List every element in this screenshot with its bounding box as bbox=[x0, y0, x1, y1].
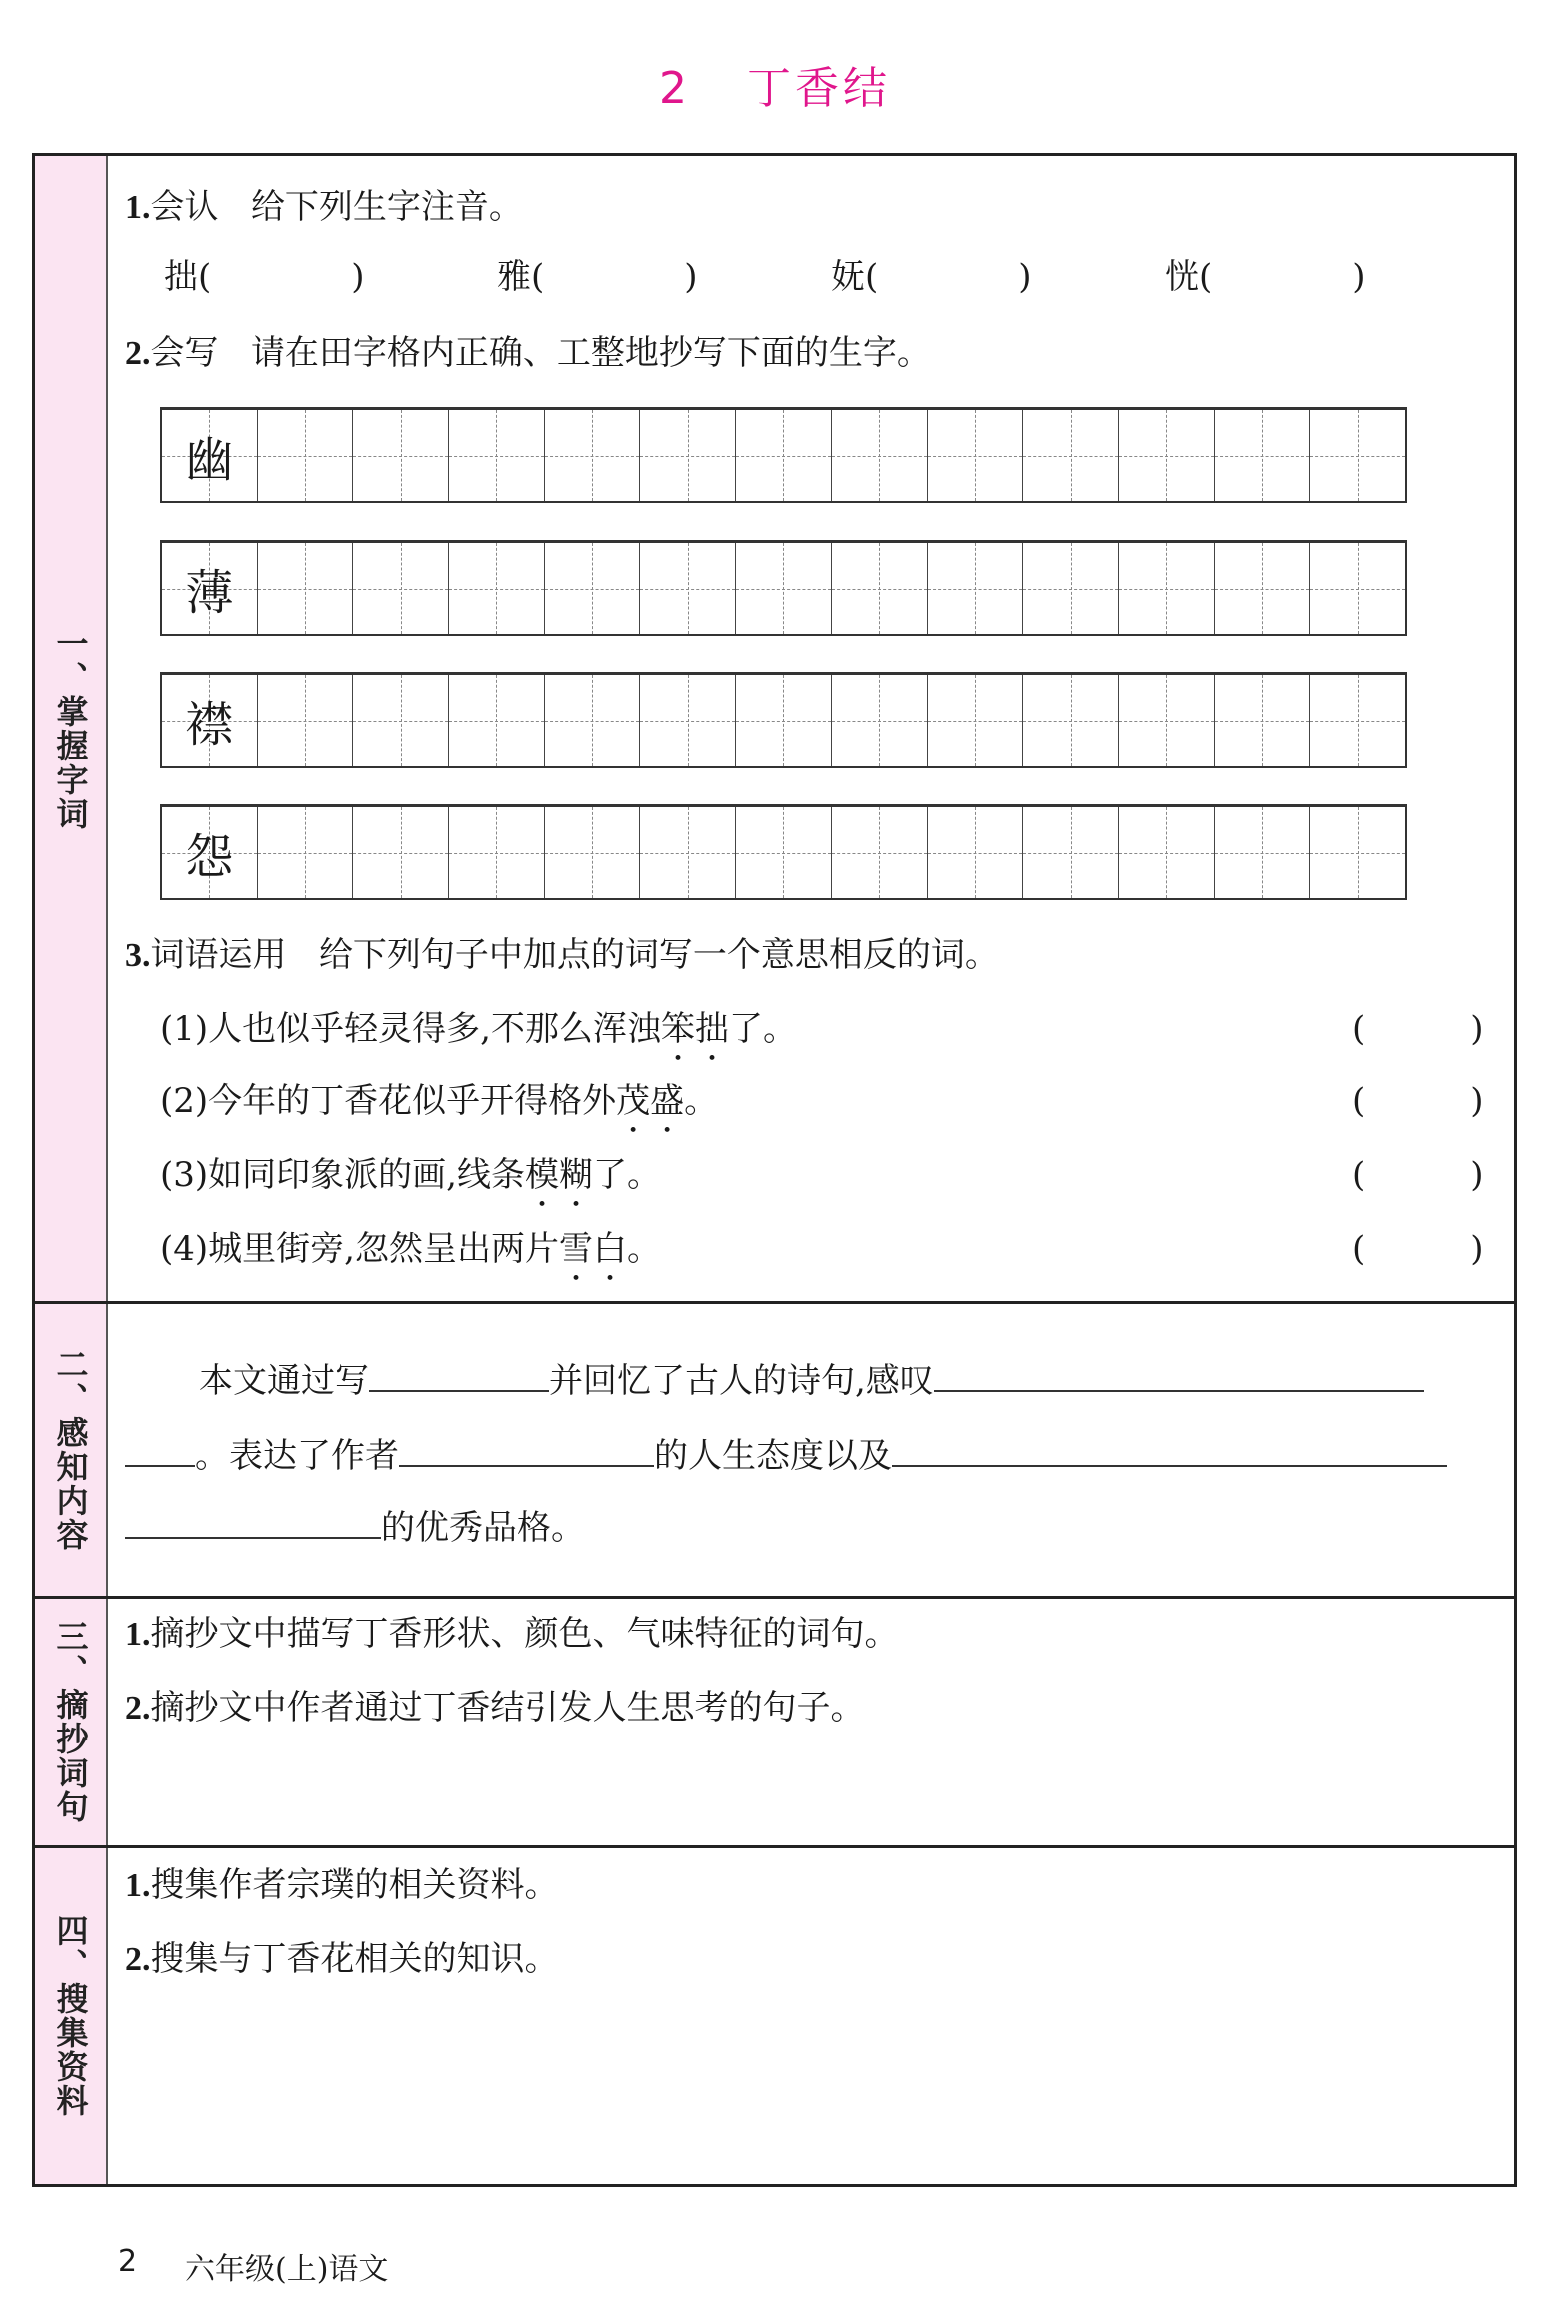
fill-blank[interactable] bbox=[399, 1431, 654, 1467]
fill-blank[interactable] bbox=[125, 1431, 195, 1467]
answer-blank[interactable]: ( ) bbox=[1352, 1081, 1484, 1121]
research-task: 1.搜集作者宗璞的相关资料。 bbox=[125, 1865, 559, 1905]
summary-line-1: 本文通过写 并回忆了古人的诗句,感叹 bbox=[199, 1356, 1424, 1401]
excerpt-task: 2.摘抄文中作者通过丁香结引发人生思考的句子。 bbox=[125, 1688, 865, 1728]
question-1: 1.会认 给下列生字注音。 bbox=[125, 187, 523, 227]
excerpt-task: 1.摘抄文中描写丁香形状、颜色、气味特征的词句。 bbox=[125, 1614, 899, 1654]
writing-grid-row[interactable]: 薄 bbox=[160, 540, 1407, 636]
divider bbox=[32, 1596, 1517, 1599]
pinyin-item[interactable]: 恍( ) bbox=[1165, 257, 1366, 297]
fill-blank[interactable] bbox=[934, 1356, 1424, 1392]
page-title: 2 丁香结 bbox=[659, 63, 891, 114]
summary-line-3: 的优秀品格。 bbox=[125, 1503, 585, 1548]
antonym-item: (1)人也似乎轻灵得多,不那么浑浊笨拙了。 bbox=[160, 1009, 797, 1049]
section-label-3: 三、摘抄词句 bbox=[51, 1620, 90, 1824]
antonym-item: (4)城里街旁,忽然呈出两片雪白。 bbox=[160, 1229, 661, 1269]
section-label-2: 二、感知内容 bbox=[51, 1348, 90, 1552]
writing-grid-row[interactable]: 怨 bbox=[160, 804, 1407, 900]
pinyin-item[interactable]: 拙( ) bbox=[164, 257, 365, 297]
pinyin-item[interactable]: 雅( ) bbox=[497, 257, 698, 297]
section-label-1: 一、掌握字词 bbox=[51, 626, 90, 831]
summary-line-2: 。表达了作者 的人生态度以及 bbox=[125, 1431, 1447, 1476]
answer-blank[interactable]: ( ) bbox=[1352, 1229, 1484, 1269]
antonym-item: (2)今年的丁香花似乎开得格外茂盛。 bbox=[160, 1081, 719, 1121]
answer-blank[interactable]: ( ) bbox=[1352, 1009, 1484, 1049]
writing-grid-row[interactable]: 襟 bbox=[160, 672, 1407, 768]
fill-blank[interactable] bbox=[125, 1503, 381, 1539]
section-label-4: 四、搜集资料 bbox=[51, 1914, 90, 2118]
fill-blank[interactable] bbox=[369, 1356, 549, 1392]
divider bbox=[32, 1301, 1517, 1304]
divider bbox=[32, 1845, 1517, 1848]
writing-grid-row[interactable]: 幽 bbox=[160, 407, 1407, 503]
fill-blank[interactable] bbox=[892, 1431, 1447, 1467]
answer-blank[interactable]: ( ) bbox=[1352, 1155, 1484, 1195]
question-2: 2.会写 请在田字格内正确、工整地抄写下面的生字。 bbox=[125, 333, 931, 373]
book-title: 六年级(上)语文 bbox=[185, 2252, 389, 2287]
page-number: 2 bbox=[118, 2244, 138, 2279]
research-task: 2.搜集与丁香花相关的知识。 bbox=[125, 1939, 559, 1979]
question-3: 3.词语运用 给下列句子中加点的词写一个意思相反的词。 bbox=[125, 935, 999, 975]
antonym-item: (3)如同印象派的画,线条模糊了。 bbox=[160, 1155, 661, 1195]
pinyin-item[interactable]: 妩( ) bbox=[831, 257, 1032, 297]
